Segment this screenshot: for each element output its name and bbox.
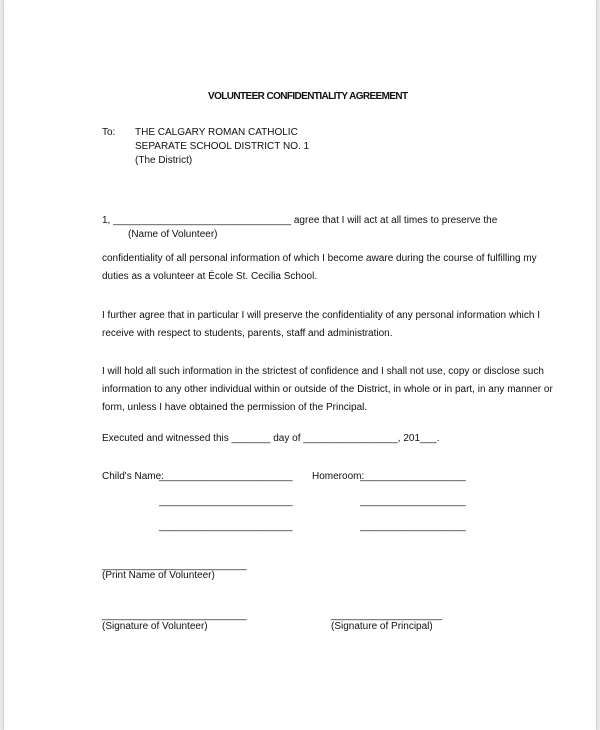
childs-name-blank: ________________________ xyxy=(159,471,293,482)
extra-homeroom-blank-2: ___________________ xyxy=(360,521,466,532)
paragraph-2-line-2: receive with respect to students, parents, staff and administration. xyxy=(102,328,393,339)
print-name-blank: __________________________ xyxy=(102,560,247,571)
print-name-caption: (Print Name of Volunteer) xyxy=(102,570,215,581)
document-title: VOLUNTEER CONFIDENTIALITY AGREEMENT xyxy=(208,91,408,102)
extra-child-blank-2: ________________________ xyxy=(159,521,293,532)
paragraph-2-line-1: I further agree that in particular I will preserve the confidentiality of any personal information which I xyxy=(102,310,540,321)
paragraph-3-line-3: form, unless I have obtained the permission of the Principal. xyxy=(102,402,368,413)
paragraph-3-line-2: information to any other individual within or outside of the District, in whole or in part, in any manner or xyxy=(102,384,553,395)
recipient-line-2: SEPARATE SCHOOL DISTRICT NO. 1 xyxy=(135,141,310,152)
recipient-line-1: THE CALGARY ROMAN CATHOLIC xyxy=(135,127,298,138)
paragraph-1-line-2: confidentiality of all personal information of which I become aware during the course of fulfilling my xyxy=(102,253,537,264)
paragraph-3-line-1: I will hold all such information in the strictest of confidence and I shall not use, copy or disclose such xyxy=(102,366,544,377)
childs-name-label: Child's Name: xyxy=(102,471,164,482)
volunteer-signature-caption: (Signature of Volunteer) xyxy=(102,621,208,632)
homeroom-blank: ___________________ xyxy=(360,471,466,482)
document-page xyxy=(4,0,596,730)
extra-homeroom-blank-1: ___________________ xyxy=(360,496,466,507)
executed-witnessed-line: Executed and witnessed this _______ day of _________________, 201___. xyxy=(102,433,440,444)
to-label: To: xyxy=(102,127,116,138)
recipient-line-3: (The District) xyxy=(135,155,193,166)
homeroom-label: Homeroom: xyxy=(312,471,365,482)
volunteer-signature-blank: __________________________ xyxy=(102,610,247,621)
principal-signature-caption: (Signature of Principal) xyxy=(331,621,433,632)
paragraph-1-line-1: 1, ________________________________ agree that I will act at all times to preserve the xyxy=(102,215,498,226)
name-of-volunteer-caption: (Name of Volunteer) xyxy=(128,229,218,240)
principal-signature-blank: ____________________ xyxy=(331,610,443,621)
extra-child-blank-1: ________________________ xyxy=(159,496,293,507)
paragraph-1-line-3: duties as a volunteer at École St. Cecilia School. xyxy=(102,271,318,282)
